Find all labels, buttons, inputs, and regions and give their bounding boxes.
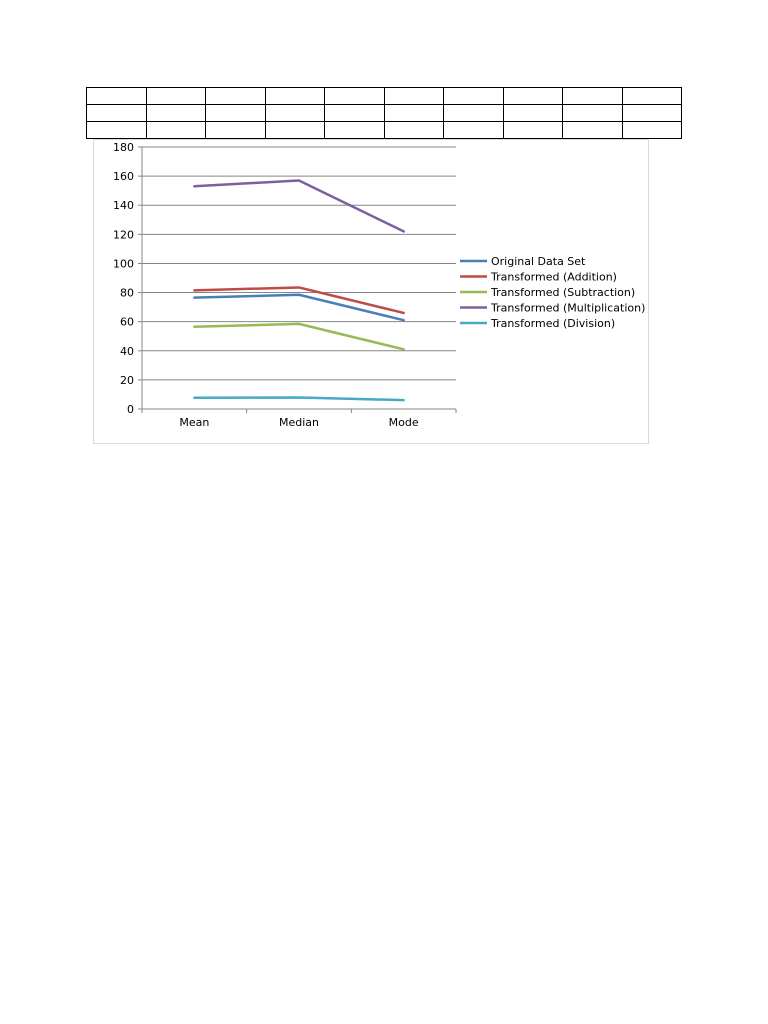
legend-entry: Transformed (Division) <box>491 317 616 330</box>
table-cell <box>146 122 206 139</box>
gridlines <box>142 147 456 380</box>
y-tick-label: 140 <box>113 199 134 213</box>
series-line <box>194 295 403 320</box>
legend-entry: Transformed (Multiplication) <box>491 301 646 315</box>
table-cell <box>265 88 325 105</box>
y-tick-label: 80 <box>120 286 134 300</box>
x-tick-label: Mean <box>179 416 210 429</box>
y-tick-label: 160 <box>113 170 134 184</box>
table-cell <box>325 105 385 122</box>
table-cell <box>444 88 504 105</box>
y-tick-label: 120 <box>113 228 134 242</box>
table-row <box>87 122 682 139</box>
legend-entry: Transformed (Subtraction) <box>491 286 636 299</box>
table-row <box>87 105 682 122</box>
table-cell <box>87 105 147 122</box>
table-cell <box>563 122 623 139</box>
x-axis-ticks <box>142 409 456 429</box>
series-lines <box>194 180 403 400</box>
table-cell <box>622 88 682 105</box>
table-cell <box>622 105 682 122</box>
y-tick-label: 180 <box>113 141 134 154</box>
x-tick-label: Mode <box>388 416 419 429</box>
table-cell <box>503 122 563 139</box>
table-cell <box>87 88 147 105</box>
series-line <box>194 398 403 401</box>
y-axis-ticks <box>113 141 142 416</box>
table-cell <box>503 105 563 122</box>
y-tick-label: 40 <box>120 344 134 358</box>
y-tick-label: 60 <box>120 315 134 329</box>
table-cell <box>146 105 206 122</box>
axes <box>142 147 456 409</box>
series-line <box>194 324 403 349</box>
table-cell <box>206 105 266 122</box>
table-row <box>87 88 682 105</box>
series-line <box>194 180 403 231</box>
legend-entry: Transformed (Addition) <box>491 270 617 284</box>
table-cell <box>563 105 623 122</box>
table-cell <box>265 105 325 122</box>
table-cell <box>265 122 325 139</box>
table-cell <box>622 122 682 139</box>
y-tick-label: 0 <box>127 403 134 416</box>
table-cell <box>384 88 444 105</box>
line-chart <box>94 140 650 445</box>
table-cell <box>325 88 385 105</box>
table-cell <box>444 105 504 122</box>
table-cell <box>146 88 206 105</box>
series-line <box>194 287 403 312</box>
chart-frame <box>93 139 649 444</box>
table-cell <box>206 122 266 139</box>
y-tick-label: 100 <box>113 257 134 271</box>
table-cell <box>384 105 444 122</box>
table-cell <box>87 122 147 139</box>
legend <box>460 255 645 330</box>
table-cell <box>206 88 266 105</box>
table-cell <box>503 88 563 105</box>
data-table <box>86 87 682 139</box>
table-cell <box>563 88 623 105</box>
x-tick-label: Median <box>278 416 320 429</box>
table-cell <box>384 122 444 139</box>
table-cell <box>325 122 385 139</box>
table-cell <box>444 122 504 139</box>
y-tick-label: 20 <box>120 373 134 387</box>
legend-entry: Original Data Set <box>491 255 586 268</box>
